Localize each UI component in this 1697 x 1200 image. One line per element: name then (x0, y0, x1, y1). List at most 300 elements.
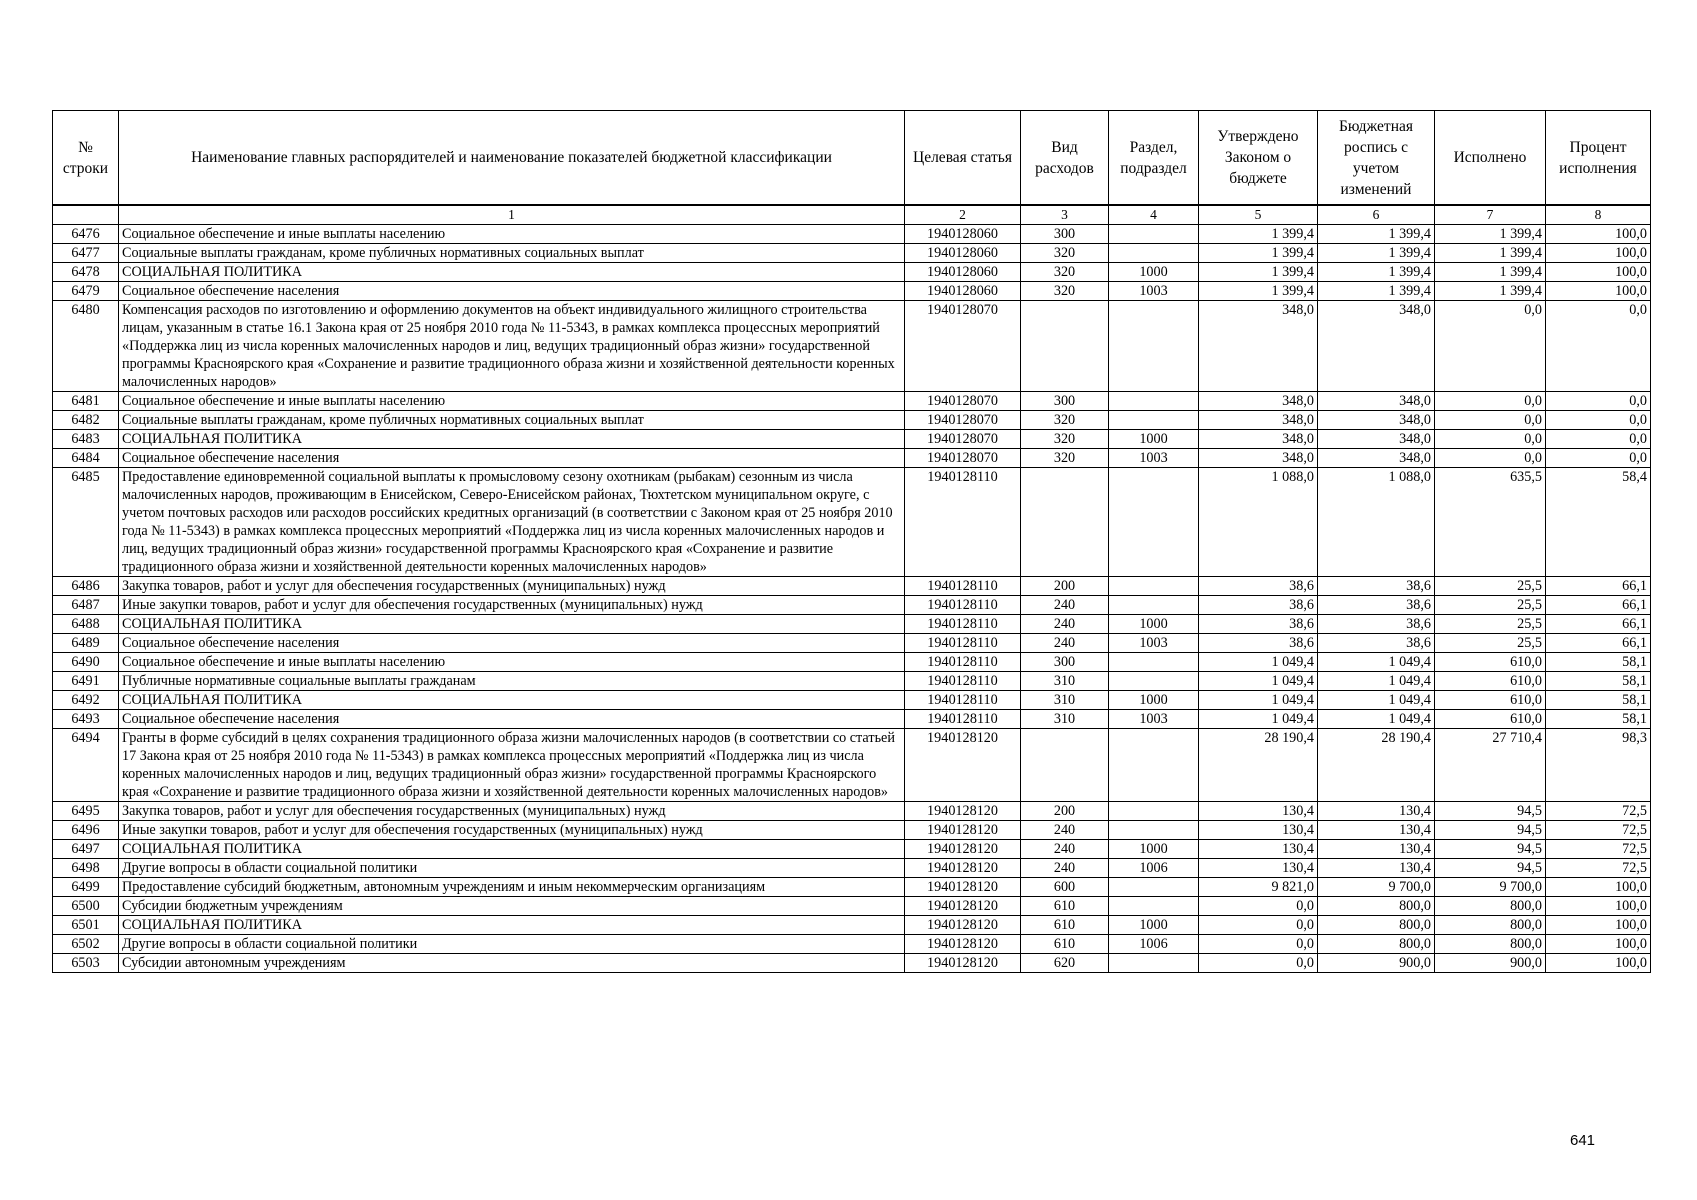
cell-approved: 1 049,4 (1199, 653, 1318, 672)
cell-percent: 58,1 (1546, 710, 1651, 729)
cell-expense-type: 320 (1021, 449, 1109, 468)
cell-executed: 610,0 (1435, 653, 1546, 672)
cell-line-no: 6503 (53, 954, 119, 973)
table-row (53, 954, 1651, 973)
cell-target: 1940128070 (905, 392, 1021, 411)
index-cell: 3 (1021, 205, 1109, 225)
cell-target: 1940128110 (905, 691, 1021, 710)
cell-percent: 0,0 (1546, 301, 1651, 392)
cell-executed: 0,0 (1435, 411, 1546, 430)
table-row (53, 935, 1651, 954)
cell-target: 1940128110 (905, 634, 1021, 653)
cell-section (1109, 653, 1199, 672)
cell-expense-type: 240 (1021, 821, 1109, 840)
cell-percent: 72,5 (1546, 821, 1651, 840)
cell-budget-list: 1 049,4 (1318, 691, 1435, 710)
cell-approved: 1 049,4 (1199, 672, 1318, 691)
cell-section (1109, 954, 1199, 973)
cell-approved: 0,0 (1199, 935, 1318, 954)
cell-target: 1940128060 (905, 263, 1021, 282)
cell-target: 1940128120 (905, 840, 1021, 859)
cell-target: 1940128060 (905, 225, 1021, 244)
cell-section (1109, 392, 1199, 411)
cell-name: Социальное обеспечение и иные выплаты населению (119, 392, 905, 411)
cell-percent: 58,1 (1546, 653, 1651, 672)
cell-expense-type (1021, 301, 1109, 392)
cell-section: 1000 (1109, 430, 1199, 449)
header-budget-list: Бюджетная роспись с учетом изменений (1318, 111, 1435, 206)
table-body (53, 225, 1651, 973)
cell-line-no: 6480 (53, 301, 119, 392)
table-row (53, 916, 1651, 935)
cell-section (1109, 244, 1199, 263)
cell-budget-list: 1 399,4 (1318, 282, 1435, 301)
cell-name: Социальное обеспечение населения (119, 710, 905, 729)
cell-approved: 0,0 (1199, 897, 1318, 916)
cell-executed: 25,5 (1435, 577, 1546, 596)
cell-name: Социальные выплаты гражданам, кроме публичных нормативных социальных выплат (119, 411, 905, 430)
table-row (53, 710, 1651, 729)
cell-percent: 0,0 (1546, 411, 1651, 430)
cell-line-no: 6496 (53, 821, 119, 840)
cell-percent: 72,5 (1546, 802, 1651, 821)
cell-name: Предоставление единовременной социальной выплаты к промысловому сезону охотникам (рыбакам) сезонным из числа малочисленных народов, проживающим в Енисейском, Северо-Енисейском районах, Тюхтетском муниципальном округе, с учетом почтовых расходов или расходов российских кредитных организаций (в соответствии с Законом края от 25 ноября 2010 года № 11-5343) в рамках комплекса процессных мероприятий «Поддержка лиц из числа коренных малочисленных народов и лиц, ведущих традиционный образ жизни» государственной программы Красноярского края «Сохранение и развитие традиционного образа жизни и хозяйственной деятельности коренных малочисленных народов» (119, 468, 905, 577)
cell-approved: 1 399,4 (1199, 225, 1318, 244)
cell-expense-type: 320 (1021, 430, 1109, 449)
cell-expense-type: 320 (1021, 244, 1109, 263)
cell-percent: 0,0 (1546, 430, 1651, 449)
table-row (53, 802, 1651, 821)
cell-percent: 58,1 (1546, 672, 1651, 691)
cell-approved: 1 049,4 (1199, 691, 1318, 710)
cell-name: Субсидии бюджетным учреждениям (119, 897, 905, 916)
cell-expense-type: 200 (1021, 577, 1109, 596)
table-row (53, 577, 1651, 596)
cell-budget-list: 1 399,4 (1318, 225, 1435, 244)
cell-percent: 66,1 (1546, 577, 1651, 596)
cell-budget-list: 38,6 (1318, 634, 1435, 653)
cell-executed: 94,5 (1435, 859, 1546, 878)
index-cell-empty (53, 205, 119, 225)
cell-expense-type: 240 (1021, 634, 1109, 653)
cell-budget-list: 800,0 (1318, 935, 1435, 954)
table-row (53, 392, 1651, 411)
cell-expense-type: 320 (1021, 411, 1109, 430)
cell-section: 1000 (1109, 840, 1199, 859)
table-row (53, 897, 1651, 916)
cell-target: 1940128070 (905, 430, 1021, 449)
cell-name: Иные закупки товаров, работ и услуг для обеспечения государственных (муниципальных) нужд (119, 596, 905, 615)
cell-budget-list: 28 190,4 (1318, 729, 1435, 802)
cell-approved: 1 088,0 (1199, 468, 1318, 577)
cell-budget-list: 1 049,4 (1318, 710, 1435, 729)
cell-expense-type: 300 (1021, 653, 1109, 672)
cell-target: 1940128120 (905, 897, 1021, 916)
table-row (53, 672, 1651, 691)
cell-target: 1940128120 (905, 729, 1021, 802)
cell-budget-list: 1 399,4 (1318, 263, 1435, 282)
table-row (53, 840, 1651, 859)
cell-line-no: 6492 (53, 691, 119, 710)
cell-line-no: 6495 (53, 802, 119, 821)
cell-executed: 800,0 (1435, 916, 1546, 935)
table-row (53, 468, 1651, 577)
cell-name: Закупка товаров, работ и услуг для обеспечения государственных (муниципальных) нужд (119, 577, 905, 596)
cell-approved: 1 049,4 (1199, 710, 1318, 729)
cell-approved: 38,6 (1199, 634, 1318, 653)
cell-target: 1940128120 (905, 859, 1021, 878)
cell-percent: 72,5 (1546, 859, 1651, 878)
cell-section: 1000 (1109, 691, 1199, 710)
cell-line-no: 6483 (53, 430, 119, 449)
header-section: Раздел, подраздел (1109, 111, 1199, 206)
cell-expense-type: 240 (1021, 615, 1109, 634)
index-cell: 8 (1546, 205, 1651, 225)
cell-name: СОЦИАЛЬНАЯ ПОЛИТИКА (119, 916, 905, 935)
cell-name: СОЦИАЛЬНАЯ ПОЛИТИКА (119, 615, 905, 634)
cell-line-no: 6486 (53, 577, 119, 596)
cell-budget-list: 348,0 (1318, 430, 1435, 449)
cell-name: Другие вопросы в области социальной политики (119, 935, 905, 954)
cell-approved: 0,0 (1199, 916, 1318, 935)
cell-expense-type: 240 (1021, 596, 1109, 615)
cell-executed: 0,0 (1435, 392, 1546, 411)
cell-line-no: 6498 (53, 859, 119, 878)
index-cell: 2 (905, 205, 1021, 225)
cell-percent: 100,0 (1546, 244, 1651, 263)
cell-line-no: 6478 (53, 263, 119, 282)
table-row (53, 263, 1651, 282)
cell-expense-type: 600 (1021, 878, 1109, 897)
cell-approved: 348,0 (1199, 449, 1318, 468)
cell-target: 1940128110 (905, 468, 1021, 577)
cell-line-no: 6493 (53, 710, 119, 729)
cell-section (1109, 411, 1199, 430)
cell-executed: 610,0 (1435, 710, 1546, 729)
cell-section (1109, 897, 1199, 916)
cell-approved: 38,6 (1199, 596, 1318, 615)
cell-expense-type: 620 (1021, 954, 1109, 973)
cell-expense-type: 310 (1021, 672, 1109, 691)
cell-budget-list: 348,0 (1318, 411, 1435, 430)
cell-approved: 1 399,4 (1199, 244, 1318, 263)
cell-budget-list: 38,6 (1318, 615, 1435, 634)
cell-section (1109, 821, 1199, 840)
cell-budget-list: 800,0 (1318, 916, 1435, 935)
cell-budget-list: 130,4 (1318, 821, 1435, 840)
index-cell: 6 (1318, 205, 1435, 225)
table-row (53, 596, 1651, 615)
cell-target: 1940128120 (905, 802, 1021, 821)
cell-name: Закупка товаров, работ и услуг для обеспечения государственных (муниципальных) нужд (119, 802, 905, 821)
cell-executed: 0,0 (1435, 430, 1546, 449)
cell-approved: 130,4 (1199, 802, 1318, 821)
cell-executed: 0,0 (1435, 301, 1546, 392)
cell-name: Социальные выплаты гражданам, кроме публичных нормативных социальных выплат (119, 244, 905, 263)
cell-line-no: 6479 (53, 282, 119, 301)
cell-executed: 1 399,4 (1435, 225, 1546, 244)
budget-table (52, 110, 1651, 973)
index-cell: 7 (1435, 205, 1546, 225)
cell-line-no: 6502 (53, 935, 119, 954)
cell-expense-type: 200 (1021, 802, 1109, 821)
table-row (53, 653, 1651, 672)
cell-budget-list: 130,4 (1318, 802, 1435, 821)
cell-approved: 348,0 (1199, 430, 1318, 449)
table-row (53, 225, 1651, 244)
cell-budget-list: 130,4 (1318, 840, 1435, 859)
cell-executed: 25,5 (1435, 615, 1546, 634)
cell-expense-type: 320 (1021, 282, 1109, 301)
table-header (53, 111, 1651, 225)
table-row (53, 691, 1651, 710)
cell-approved: 38,6 (1199, 577, 1318, 596)
table-row (53, 615, 1651, 634)
cell-line-no: 6491 (53, 672, 119, 691)
cell-budget-list: 1 399,4 (1318, 244, 1435, 263)
cell-section (1109, 225, 1199, 244)
cell-line-no: 6481 (53, 392, 119, 411)
cell-executed: 1 399,4 (1435, 282, 1546, 301)
cell-expense-type: 300 (1021, 225, 1109, 244)
cell-line-no: 6485 (53, 468, 119, 577)
cell-percent: 100,0 (1546, 954, 1651, 973)
cell-line-no: 6477 (53, 244, 119, 263)
cell-approved: 348,0 (1199, 411, 1318, 430)
cell-target: 1940128110 (905, 653, 1021, 672)
cell-target: 1940128110 (905, 577, 1021, 596)
cell-executed: 94,5 (1435, 802, 1546, 821)
cell-percent: 100,0 (1546, 263, 1651, 282)
header-target: Целевая статья (905, 111, 1021, 206)
cell-target: 1940128110 (905, 710, 1021, 729)
cell-percent: 100,0 (1546, 935, 1651, 954)
cell-executed: 610,0 (1435, 672, 1546, 691)
cell-percent: 72,5 (1546, 840, 1651, 859)
table-row (53, 729, 1651, 802)
cell-target: 1940128120 (905, 821, 1021, 840)
cell-expense-type: 610 (1021, 916, 1109, 935)
cell-line-no: 6487 (53, 596, 119, 615)
index-cell: 4 (1109, 205, 1199, 225)
cell-percent: 58,4 (1546, 468, 1651, 577)
cell-name: Социальное обеспечение и иные выплаты населению (119, 225, 905, 244)
table-row (53, 634, 1651, 653)
cell-expense-type: 300 (1021, 392, 1109, 411)
cell-budget-list: 130,4 (1318, 859, 1435, 878)
table-row (53, 430, 1651, 449)
cell-name: СОЦИАЛЬНАЯ ПОЛИТИКА (119, 263, 905, 282)
cell-name: Предоставление субсидий бюджетным, автономным учреждениям и иным некоммерческим организациям (119, 878, 905, 897)
cell-expense-type: 310 (1021, 710, 1109, 729)
cell-expense-type: 240 (1021, 859, 1109, 878)
cell-executed: 1 399,4 (1435, 263, 1546, 282)
cell-executed: 27 710,4 (1435, 729, 1546, 802)
cell-target: 1940128110 (905, 615, 1021, 634)
cell-section (1109, 468, 1199, 577)
cell-percent: 66,1 (1546, 634, 1651, 653)
cell-line-no: 6476 (53, 225, 119, 244)
cell-approved: 1 399,4 (1199, 282, 1318, 301)
cell-line-no: 6488 (53, 615, 119, 634)
cell-section: 1003 (1109, 634, 1199, 653)
cell-name: СОЦИАЛЬНАЯ ПОЛИТИКА (119, 430, 905, 449)
cell-expense-type (1021, 468, 1109, 577)
header-name: Наименование главных распорядителей и наименование показателей бюджетной классификации (119, 111, 905, 206)
cell-name: Социальное обеспечение населения (119, 282, 905, 301)
cell-executed: 800,0 (1435, 897, 1546, 916)
cell-percent: 66,1 (1546, 596, 1651, 615)
cell-target: 1940128110 (905, 596, 1021, 615)
cell-line-no: 6501 (53, 916, 119, 935)
header-executed: Исполнено (1435, 111, 1546, 206)
cell-budget-list: 900,0 (1318, 954, 1435, 973)
index-cell: 1 (119, 205, 905, 225)
cell-budget-list: 38,6 (1318, 577, 1435, 596)
cell-section (1109, 577, 1199, 596)
cell-percent: 0,0 (1546, 392, 1651, 411)
cell-approved: 348,0 (1199, 392, 1318, 411)
cell-approved: 130,4 (1199, 840, 1318, 859)
header-expense-type: Вид расходов (1021, 111, 1109, 206)
cell-line-no: 6494 (53, 729, 119, 802)
cell-approved: 1 399,4 (1199, 263, 1318, 282)
cell-expense-type: 610 (1021, 935, 1109, 954)
cell-executed: 9 700,0 (1435, 878, 1546, 897)
cell-target: 1940128070 (905, 411, 1021, 430)
cell-approved: 130,4 (1199, 821, 1318, 840)
cell-approved: 0,0 (1199, 954, 1318, 973)
cell-name: СОЦИАЛЬНАЯ ПОЛИТИКА (119, 691, 905, 710)
cell-percent: 100,0 (1546, 282, 1651, 301)
table-row (53, 411, 1651, 430)
table-row (53, 859, 1651, 878)
cell-executed: 0,0 (1435, 449, 1546, 468)
cell-percent: 58,1 (1546, 691, 1651, 710)
cell-budget-list: 1 049,4 (1318, 672, 1435, 691)
cell-executed: 900,0 (1435, 954, 1546, 973)
cell-expense-type: 320 (1021, 263, 1109, 282)
cell-line-no: 6482 (53, 411, 119, 430)
cell-target: 1940128110 (905, 672, 1021, 691)
cell-section: 1003 (1109, 282, 1199, 301)
cell-name: Иные закупки товаров, работ и услуг для обеспечения государственных (муниципальных) нужд (119, 821, 905, 840)
cell-target: 1940128120 (905, 954, 1021, 973)
cell-section: 1003 (1109, 710, 1199, 729)
cell-name: Гранты в форме субсидий в целях сохранения традиционного образа жизни малочисленных народов (в соответствии со статьей 17 Закона края от 25 ноября 2010 года № 11-5343) в рамках комплекса процессных мероприятий «Поддержка лиц из числа коренных малочисленных народов и лиц, ведущих традиционный образ жизни» государственной программы Красноярского края «Сохранение и развитие традиционного образа жизни и хозяйственной деятельности коренных малочисленных народов» (119, 729, 905, 802)
cell-target: 1940128120 (905, 878, 1021, 897)
cell-budget-list: 9 700,0 (1318, 878, 1435, 897)
cell-percent: 100,0 (1546, 225, 1651, 244)
cell-line-no: 6500 (53, 897, 119, 916)
cell-executed: 94,5 (1435, 840, 1546, 859)
cell-expense-type: 240 (1021, 840, 1109, 859)
cell-target: 1940128120 (905, 916, 1021, 935)
cell-approved: 9 821,0 (1199, 878, 1318, 897)
cell-approved: 28 190,4 (1199, 729, 1318, 802)
cell-percent: 66,1 (1546, 615, 1651, 634)
cell-target: 1940128060 (905, 244, 1021, 263)
cell-executed: 610,0 (1435, 691, 1546, 710)
cell-line-no: 6490 (53, 653, 119, 672)
cell-name: Социальное обеспечение населения (119, 449, 905, 468)
index-cell: 5 (1199, 205, 1318, 225)
cell-name: СОЦИАЛЬНАЯ ПОЛИТИКА (119, 840, 905, 859)
cell-budget-list: 348,0 (1318, 392, 1435, 411)
cell-budget-list: 1 049,4 (1318, 653, 1435, 672)
cell-executed: 635,5 (1435, 468, 1546, 577)
cell-line-no: 6489 (53, 634, 119, 653)
cell-target: 1940128070 (905, 449, 1021, 468)
table-row (53, 282, 1651, 301)
cell-approved: 130,4 (1199, 859, 1318, 878)
cell-target: 1940128060 (905, 282, 1021, 301)
cell-executed: 1 399,4 (1435, 244, 1546, 263)
cell-percent: 98,3 (1546, 729, 1651, 802)
cell-budget-list: 38,6 (1318, 596, 1435, 615)
cell-section: 1003 (1109, 449, 1199, 468)
page-number: 641 (1570, 1132, 1596, 1149)
cell-section: 1000 (1109, 263, 1199, 282)
header-approved: Утверждено Законом о бюджете (1199, 111, 1318, 206)
cell-expense-type: 610 (1021, 897, 1109, 916)
cell-name: Субсидии автономным учреждениям (119, 954, 905, 973)
cell-section (1109, 596, 1199, 615)
cell-line-no: 6484 (53, 449, 119, 468)
table-row (53, 244, 1651, 263)
cell-approved: 348,0 (1199, 301, 1318, 392)
cell-percent: 0,0 (1546, 449, 1651, 468)
cell-executed: 94,5 (1435, 821, 1546, 840)
cell-target: 1940128070 (905, 301, 1021, 392)
cell-section (1109, 802, 1199, 821)
cell-section (1109, 672, 1199, 691)
cell-name: Социальное обеспечение населения (119, 634, 905, 653)
cell-executed: 25,5 (1435, 596, 1546, 615)
cell-approved: 38,6 (1199, 615, 1318, 634)
cell-name: Публичные нормативные социальные выплаты гражданам (119, 672, 905, 691)
cell-line-no: 6497 (53, 840, 119, 859)
cell-expense-type (1021, 729, 1109, 802)
cell-name: Другие вопросы в области социальной политики (119, 859, 905, 878)
cell-executed: 800,0 (1435, 935, 1546, 954)
cell-section: 1006 (1109, 859, 1199, 878)
cell-budget-list: 1 088,0 (1318, 468, 1435, 577)
header-percent: Процент исполнения (1546, 111, 1651, 206)
cell-name: Социальное обеспечение и иные выплаты населению (119, 653, 905, 672)
cell-section (1109, 301, 1199, 392)
cell-section (1109, 729, 1199, 802)
cell-percent: 100,0 (1546, 897, 1651, 916)
cell-name: Компенсация расходов по изготовлению и оформлению документов на объект индивидуального жилищного строительства лицам, указанным в статье 16.1 Закона края от 25 ноября 2010 года № 11-5343, в рамках комплекса процессных мероприятий «Поддержка лиц из числа коренных малочисленных народов и лиц, ведущих традиционный образ жизни» государственной программы Красноярского края «Сохранение и развитие традиционного образа жизни и хозяйственной деятельности коренных малочисленных народов» (119, 301, 905, 392)
table-row (53, 878, 1651, 897)
table-row (53, 449, 1651, 468)
table-row (53, 821, 1651, 840)
cell-budget-list: 800,0 (1318, 897, 1435, 916)
header-line-no: № строки (53, 111, 119, 206)
cell-budget-list: 348,0 (1318, 449, 1435, 468)
cell-percent: 100,0 (1546, 916, 1651, 935)
table-row (53, 301, 1651, 392)
cell-budget-list: 348,0 (1318, 301, 1435, 392)
cell-line-no: 6499 (53, 878, 119, 897)
cell-executed: 25,5 (1435, 634, 1546, 653)
cell-percent: 100,0 (1546, 878, 1651, 897)
cell-expense-type: 310 (1021, 691, 1109, 710)
cell-section (1109, 878, 1199, 897)
cell-section: 1006 (1109, 935, 1199, 954)
cell-section: 1000 (1109, 615, 1199, 634)
